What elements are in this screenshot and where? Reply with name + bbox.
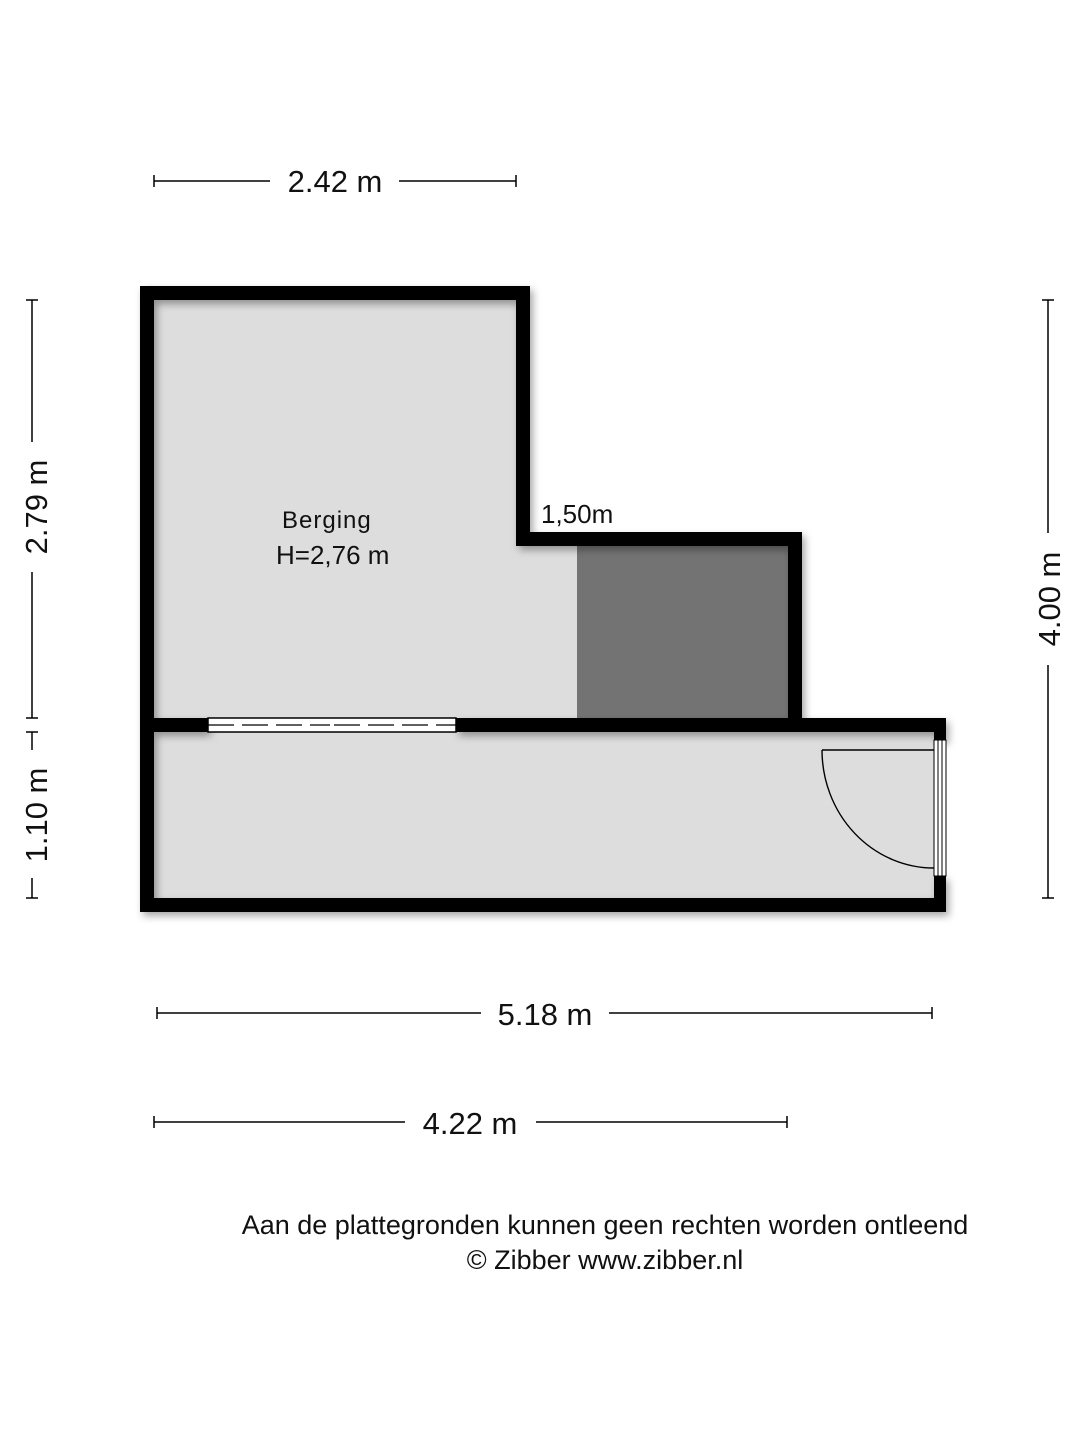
wall-right-top-stub [934,718,946,740]
sliding-door [208,718,456,732]
wall-top [140,286,530,300]
dimension-bottom-outer-label: 5.18 m [497,997,593,1032]
low-ceiling-zone [577,546,788,721]
wall-right-upper [788,532,802,732]
dimension-left-lower-label: 1.10 m [19,767,54,863]
step-label: 1,50m [541,499,614,529]
wall-divider-left [140,718,208,732]
floor-fill [154,300,934,898]
wall-divider-right [456,718,946,732]
wall-step-vertical [516,286,530,546]
disclaimer-text: Aan de plattegronden kunnen geen rechten worden ontleend [241,1210,969,1240]
door-frame [934,740,946,876]
dimension-right-height-label: 4.00 m [1032,551,1067,647]
copyright-text: © Zibber www.zibber.nl [466,1245,744,1275]
dimension-left-upper-label: 2.79 m [19,459,54,555]
floor-area [154,300,934,898]
room-height: H=2,76 m [276,540,390,570]
wall-step-horizontal [516,532,802,546]
wall-left [140,286,154,912]
dimension-bottom-inner-label: 4.22 m [422,1106,518,1141]
room-name: Berging [282,507,372,534]
dimension-top-width-label: 2.42 m [287,164,383,199]
wall-bottom [140,898,946,912]
